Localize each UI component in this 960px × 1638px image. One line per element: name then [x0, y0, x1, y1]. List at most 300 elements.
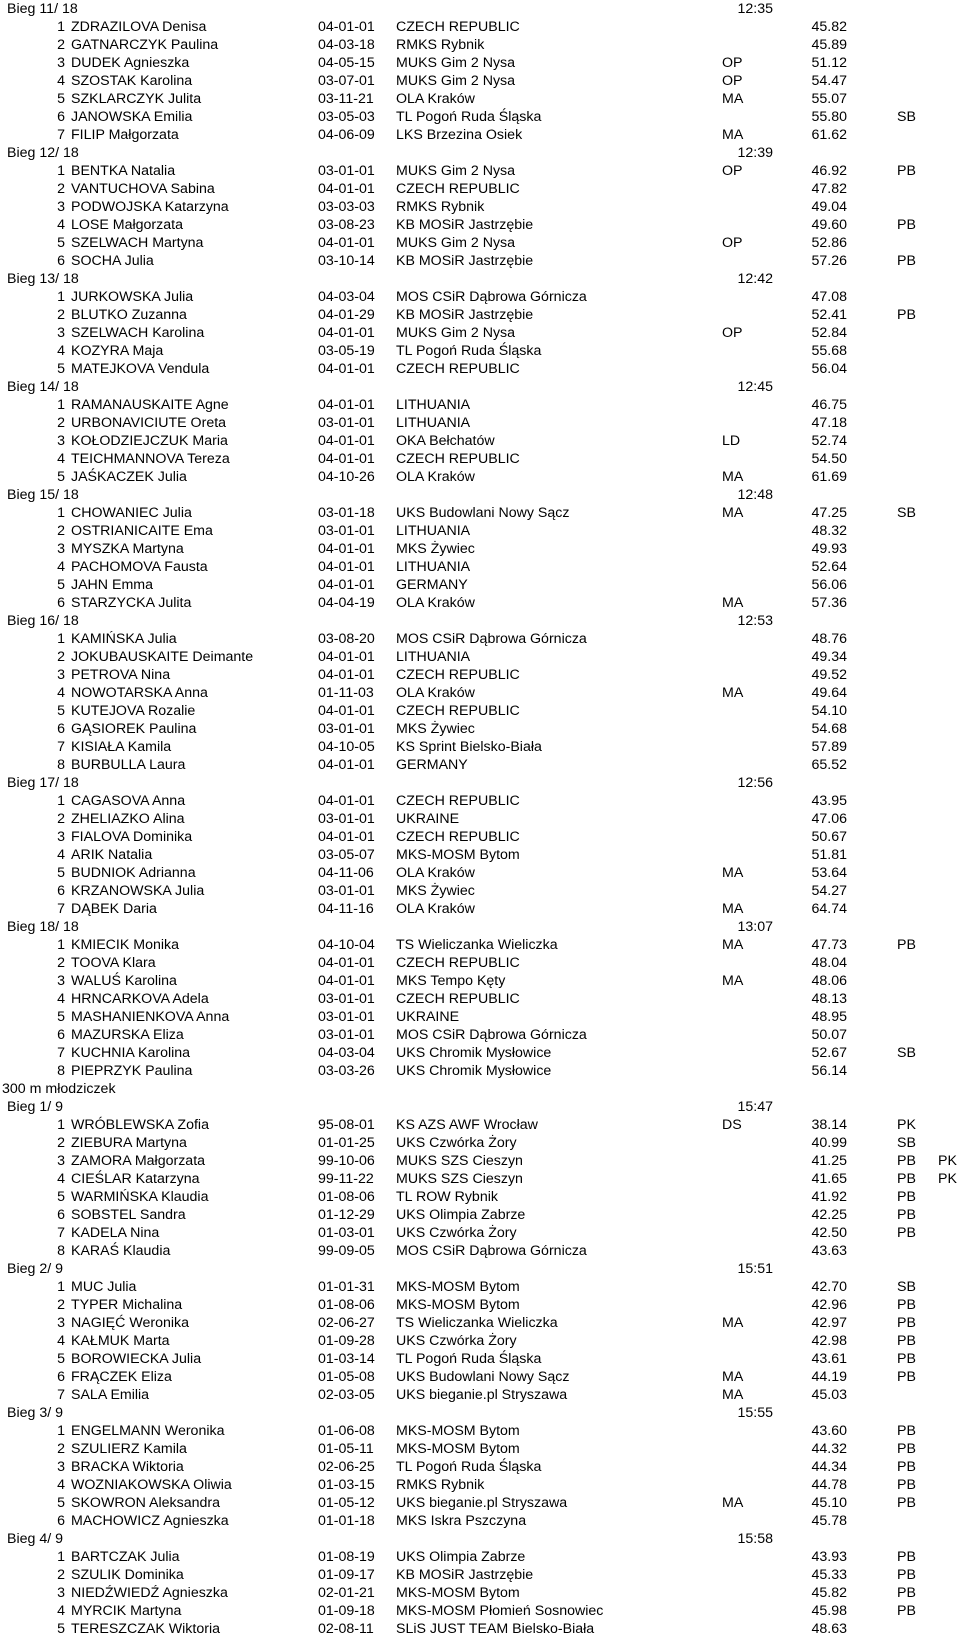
club-name: OLA Kraków	[396, 865, 475, 881]
birth-date: 03-11-21	[318, 91, 374, 107]
athlete-name: SZOSTAK Karolina	[71, 73, 193, 89]
place-number: 4	[57, 1171, 65, 1187]
birth-date: 03-07-01	[318, 73, 375, 89]
club-name: SLiS JUST TEAM Bielsko-Biała	[396, 1621, 595, 1637]
record-flag: PB	[897, 1351, 916, 1367]
place-number: 5	[57, 235, 65, 251]
result-time: 45.82	[811, 19, 847, 35]
club-name: UKS bieganie.pl Stryszawa	[396, 1387, 568, 1403]
club-name: UKS Czwórka Żory	[396, 1333, 517, 1349]
place-number: 3	[57, 1459, 65, 1475]
place-number: 4	[57, 73, 65, 89]
result-time: 47.08	[811, 289, 847, 305]
birth-date: 03-01-01	[318, 991, 375, 1007]
place-number: 3	[57, 1585, 65, 1601]
result-time: 41.65	[811, 1171, 847, 1187]
athlete-name: ZHELIAZKO Alina	[71, 811, 185, 827]
result-time: 48.76	[811, 631, 847, 647]
result-row	[0, 1620, 960, 1638]
result-row	[0, 288, 960, 306]
club-name: OLA Kraków	[396, 91, 475, 107]
birth-date: 04-10-04	[318, 937, 375, 953]
club-name: CZECH REPUBLIC	[396, 793, 520, 809]
athlete-name: KADELA Nina	[71, 1225, 160, 1241]
class-code: OP	[722, 163, 743, 179]
result-row	[0, 1512, 960, 1530]
result-row	[0, 1062, 960, 1080]
result-row	[0, 558, 960, 576]
birth-date: 04-01-01	[318, 433, 375, 449]
heat-label: Bieg 11/ 18	[7, 1, 78, 17]
result-time: 51.81	[811, 847, 847, 863]
result-time: 45.89	[811, 37, 847, 53]
birth-date: 04-01-01	[318, 325, 375, 341]
athlete-name: ZAMORA Małgorzata	[71, 1153, 206, 1169]
birth-date: 04-01-29	[318, 307, 375, 323]
athlete-name: STARZYCKA Julita	[71, 595, 192, 611]
club-name: MUKS SZS Cieszyn	[396, 1153, 523, 1169]
result-time: 65.52	[811, 757, 847, 773]
result-time: 38.14	[811, 1117, 847, 1133]
result-row	[0, 1116, 960, 1134]
result-row	[0, 1170, 960, 1188]
result-row	[0, 1206, 960, 1224]
result-time: 57.26	[811, 253, 847, 269]
club-name: MKS Tempo Kęty	[396, 973, 506, 989]
result-time: 54.10	[811, 703, 847, 719]
class-code: MA	[722, 595, 744, 611]
result-row	[0, 1188, 960, 1206]
record-flag: PB	[897, 307, 916, 323]
club-name: MKS Żywiec	[396, 883, 475, 899]
heat-time: 12:48	[737, 487, 773, 503]
result-time: 51.12	[811, 55, 847, 71]
place-number: 2	[57, 811, 65, 827]
result-row	[0, 342, 960, 360]
result-row	[0, 1386, 960, 1404]
place-number: 5	[57, 1009, 65, 1025]
place-number: 3	[57, 433, 65, 449]
place-number: 2	[57, 37, 65, 53]
result-time: 49.34	[811, 649, 847, 665]
record-flag: PB	[897, 217, 916, 233]
place-number: 5	[57, 1621, 65, 1637]
athlete-name: KISIAŁA Kamila	[71, 739, 172, 755]
club-name: KB MOSiR Jastrzębie	[396, 307, 534, 323]
heat-time: 12:35	[737, 1, 773, 17]
place-number: 6	[57, 721, 65, 737]
birth-date: 03-01-01	[318, 415, 375, 431]
result-row	[0, 360, 960, 378]
heat-label: Bieg 12/ 18	[7, 145, 79, 161]
place-number: 6	[57, 883, 65, 899]
result-row	[0, 36, 960, 54]
result-time: 41.92	[811, 1189, 847, 1205]
place-number: 1	[57, 1549, 65, 1565]
result-time: 53.64	[811, 865, 847, 881]
athlete-name: MATEJKOVA Vendula	[71, 361, 210, 377]
club-name: UKS Olimpia Zabrze	[396, 1207, 526, 1223]
club-name: MKS-MOSM Bytom	[396, 1423, 520, 1439]
result-time: 44.19	[811, 1369, 847, 1385]
record-flag: PK	[897, 1117, 916, 1133]
athlete-name: MUC Julia	[71, 1279, 137, 1295]
athlete-name: HRNCARKOVA Adela	[71, 991, 209, 1007]
place-number: 1	[57, 1279, 65, 1295]
place-number: 8	[57, 1243, 65, 1259]
athlete-name: BLUTKO Zuzanna	[71, 307, 187, 323]
result-row	[0, 972, 960, 990]
record-flag: SB	[897, 1045, 916, 1061]
place-number: 5	[57, 1351, 65, 1367]
result-time: 49.52	[811, 667, 847, 683]
class-code: LD	[722, 433, 741, 449]
record-flag: PB	[897, 1585, 916, 1601]
birth-date: 04-03-04	[318, 1045, 375, 1061]
record-flag: PB	[897, 1297, 916, 1313]
result-row	[0, 1584, 960, 1602]
birth-date: 04-01-01	[318, 649, 375, 665]
club-name: MKS-MOSM Płomień Sosnowiec	[396, 1603, 604, 1619]
result-row	[0, 864, 960, 882]
athlete-name: MASHANIENKOVA Anna	[71, 1009, 230, 1025]
place-number: 5	[57, 703, 65, 719]
result-row	[0, 954, 960, 972]
result-row	[0, 1152, 960, 1170]
place-number: 5	[57, 91, 65, 107]
result-time: 56.06	[811, 577, 847, 593]
result-row	[0, 1566, 960, 1584]
athlete-name: KRZANOWSKA Julia	[71, 883, 205, 899]
place-number: 8	[57, 1063, 65, 1079]
result-row	[0, 1008, 960, 1026]
result-time: 52.67	[811, 1045, 847, 1061]
athlete-name: SALA Emilia	[71, 1387, 150, 1403]
club-name: CZECH REPUBLIC	[396, 181, 520, 197]
record-flag: PB	[897, 1549, 916, 1565]
birth-date: 01-08-06	[318, 1297, 375, 1313]
result-row	[0, 522, 960, 540]
result-row	[0, 450, 960, 468]
club-name: LKS Brzezina Osiek	[396, 127, 523, 143]
place-number: 2	[57, 1297, 65, 1313]
athlete-name: TOOVA Klara	[71, 955, 156, 971]
result-row	[0, 396, 960, 414]
result-row	[0, 90, 960, 108]
place-number: 3	[57, 1315, 65, 1331]
record-flag: SB	[897, 1279, 916, 1295]
result-time: 52.64	[811, 559, 847, 575]
athlete-name: GĄSIOREK Paulina	[71, 721, 197, 737]
birth-date: 01-09-17	[318, 1567, 375, 1583]
record-flag: PB	[897, 1225, 916, 1241]
club-name: MUKS Gim 2 Nysa	[396, 73, 516, 89]
athlete-name: BARTCZAK Julia	[71, 1549, 180, 1565]
result-row	[0, 576, 960, 594]
record-flag: PB	[897, 1567, 916, 1583]
record-flag-secondary: PK	[938, 1153, 957, 1169]
result-time: 42.96	[811, 1297, 847, 1313]
place-number: 2	[57, 523, 65, 539]
result-time: 54.27	[811, 883, 847, 899]
result-row	[0, 54, 960, 72]
athlete-name: CHOWANIEC Julia	[71, 505, 192, 521]
heat-header	[0, 144, 960, 162]
result-row	[0, 216, 960, 234]
birth-date: 01-11-03	[318, 685, 374, 701]
birth-date: 03-05-03	[318, 109, 375, 125]
athlete-name: KOZYRA Maja	[71, 343, 164, 359]
result-row	[0, 72, 960, 90]
place-number: 6	[57, 595, 65, 611]
athlete-name: ARIK Natalia	[71, 847, 153, 863]
athlete-name: ENGELMANN Weronika	[71, 1423, 225, 1439]
result-time: 45.10	[811, 1495, 847, 1511]
result-row	[0, 252, 960, 270]
athlete-name: KUCHNIA Karolina	[71, 1045, 191, 1061]
result-time: 57.89	[811, 739, 847, 755]
result-time: 56.14	[811, 1063, 847, 1079]
record-flag: PB	[897, 937, 916, 953]
heat-time: 12:56	[737, 775, 773, 791]
place-number: 4	[57, 1477, 65, 1493]
athlete-name: URBONAVICIUTE Oreta	[71, 415, 227, 431]
record-flag: PB	[897, 1459, 916, 1475]
result-time: 61.62	[811, 127, 847, 143]
heat-time: 15:47	[737, 1099, 773, 1115]
place-number: 2	[57, 1441, 65, 1457]
club-name: MKS-MOSM Bytom	[396, 847, 520, 863]
result-time: 48.32	[811, 523, 847, 539]
record-flag: PB	[897, 1153, 916, 1169]
result-time: 48.95	[811, 1009, 847, 1025]
result-row	[0, 936, 960, 954]
place-number: 1	[57, 397, 65, 413]
club-name: MUKS Gim 2 Nysa	[396, 55, 516, 71]
result-row	[0, 18, 960, 36]
result-time: 64.74	[811, 901, 847, 917]
result-time: 47.18	[811, 415, 847, 431]
result-time: 49.60	[811, 217, 847, 233]
athlete-name: MYSZKA Martyna	[71, 541, 184, 557]
heat-time: 13:07	[737, 919, 773, 935]
club-name: LITHUANIA	[396, 523, 471, 539]
club-name: LITHUANIA	[396, 649, 471, 665]
birth-date: 04-04-19	[318, 595, 375, 611]
record-flag: PB	[897, 163, 916, 179]
record-flag: PB	[897, 1495, 916, 1511]
club-name: KB MOSiR Jastrzębie	[396, 217, 534, 233]
result-time: 50.67	[811, 829, 847, 845]
athlete-name: PETROVA Nina	[71, 667, 171, 683]
birth-date: 04-01-01	[318, 793, 375, 809]
class-code: MA	[722, 1387, 744, 1403]
result-row	[0, 666, 960, 684]
record-flag: PB	[897, 1189, 916, 1205]
birth-date: 01-01-25	[318, 1135, 375, 1151]
athlete-name: KARAŚ Klaudia	[71, 1243, 171, 1259]
place-number: 2	[57, 649, 65, 665]
club-name: MKS Żywiec	[396, 541, 475, 557]
place-number: 4	[57, 559, 65, 575]
birth-date: 03-01-01	[318, 721, 375, 737]
result-row	[0, 900, 960, 918]
result-row	[0, 1476, 960, 1494]
birth-date: 04-01-01	[318, 181, 375, 197]
birth-date: 04-10-26	[318, 469, 375, 485]
birth-date: 03-01-01	[318, 523, 375, 539]
birth-date: 04-03-04	[318, 289, 375, 305]
heat-label: Bieg 18/ 18	[7, 919, 79, 935]
place-number: 7	[57, 739, 65, 755]
heat-label: Bieg 16/ 18	[7, 613, 79, 629]
result-time: 43.95	[811, 793, 847, 809]
club-name: UKS Budowlani Nowy Sącz	[396, 505, 570, 521]
result-time: 55.68	[811, 343, 847, 359]
result-time: 56.04	[811, 361, 847, 377]
club-name: CZECH REPUBLIC	[396, 829, 520, 845]
club-name: MUKS Gim 2 Nysa	[396, 235, 516, 251]
birth-date: 04-11-06	[318, 865, 374, 881]
athlete-name: KAMIŃSKA Julia	[71, 631, 177, 647]
club-name: UKRAINE	[396, 1009, 460, 1025]
athlete-name: SZKLARCZYK Julita	[71, 91, 202, 107]
result-row	[0, 882, 960, 900]
class-code: MA	[722, 127, 744, 143]
place-number: 5	[57, 361, 65, 377]
place-number: 7	[57, 1225, 65, 1241]
result-time: 43.63	[811, 1243, 847, 1259]
result-time: 41.25	[811, 1153, 847, 1169]
record-flag: PB	[897, 1315, 916, 1331]
club-name: UKS Chromik Mysłowice	[396, 1045, 552, 1061]
birth-date: 02-03-05	[318, 1387, 375, 1403]
place-number: 1	[57, 163, 65, 179]
birth-date: 01-06-08	[318, 1423, 375, 1439]
result-time: 45.98	[811, 1603, 847, 1619]
place-number: 6	[57, 109, 65, 125]
result-time: 43.60	[811, 1423, 847, 1439]
birth-date: 04-11-16	[318, 901, 374, 917]
place-number: 2	[57, 181, 65, 197]
birth-date: 02-06-25	[318, 1459, 375, 1475]
result-time: 44.34	[811, 1459, 847, 1475]
result-time: 47.73	[811, 937, 847, 953]
record-flag: PB	[897, 1171, 916, 1187]
result-time: 47.82	[811, 181, 847, 197]
athlete-name: SKOWRON Aleksandra	[71, 1495, 221, 1511]
club-name: TL ROW Rybnik	[396, 1189, 498, 1205]
place-number: 4	[57, 685, 65, 701]
athlete-name: BUDNIOK Adrianna	[71, 865, 196, 881]
birth-date: 04-01-01	[318, 451, 375, 467]
athlete-name: PACHOMOVA Fausta	[71, 559, 208, 575]
athlete-name: BURBULLA Laura	[71, 757, 186, 773]
athlete-name: TYPER Michalina	[71, 1297, 183, 1313]
heat-header	[0, 378, 960, 396]
place-number: 5	[57, 865, 65, 881]
club-name: RMKS Rybnik	[396, 1477, 485, 1493]
athlete-name: JANOWSKA Emilia	[71, 109, 193, 125]
athlete-name: KUTEJOVA Rozalie	[71, 703, 196, 719]
club-name: TL Pogoń Ruda Śląska	[396, 1351, 542, 1367]
heat-header	[0, 612, 960, 630]
result-time: 54.50	[811, 451, 847, 467]
result-time: 44.78	[811, 1477, 847, 1493]
club-name: GERMANY	[396, 757, 468, 773]
club-name: TL Pogoń Ruda Śląska	[396, 1459, 542, 1475]
result-row	[0, 108, 960, 126]
heat-label: Bieg 2/ 9	[7, 1261, 64, 1277]
heat-label: Bieg 1/ 9	[7, 1099, 64, 1115]
club-name: TL Pogoń Ruda Śląska	[396, 109, 542, 125]
birth-date: 03-01-01	[318, 1009, 375, 1025]
result-time: 48.04	[811, 955, 847, 971]
club-name: RMKS Rybnik	[396, 199, 485, 215]
athlete-name: ZDRAZILOVA Denisa	[71, 19, 207, 35]
result-row	[0, 846, 960, 864]
place-number: 3	[57, 829, 65, 845]
place-number: 3	[57, 199, 65, 215]
result-time: 54.47	[811, 73, 847, 89]
record-flag: PB	[897, 253, 916, 269]
birth-date: 01-03-14	[318, 1351, 375, 1367]
athlete-name: MACHOWICZ Agnieszka	[71, 1513, 229, 1529]
birth-date: 01-08-06	[318, 1189, 375, 1205]
athlete-name: DUDEK Agnieszka	[71, 55, 190, 71]
place-number: 2	[57, 307, 65, 323]
club-name: OLA Kraków	[396, 685, 475, 701]
result-time: 48.13	[811, 991, 847, 1007]
heat-header	[0, 486, 960, 504]
birth-date: 04-01-01	[318, 397, 375, 413]
club-name: CZECH REPUBLIC	[396, 361, 520, 377]
record-flag: PB	[897, 1369, 916, 1385]
place-number: 2	[57, 955, 65, 971]
place-number: 1	[57, 289, 65, 305]
athlete-name: RAMANAUSKAITE Agne	[71, 397, 229, 413]
athlete-name: CIEŚLAR Katarzyna	[71, 1171, 200, 1187]
birth-date: 99-10-06	[318, 1153, 375, 1169]
result-row	[0, 1602, 960, 1620]
birth-date: 03-08-23	[318, 217, 375, 233]
result-time: 43.61	[811, 1351, 847, 1367]
result-time: 61.69	[811, 469, 847, 485]
place-number: 1	[57, 793, 65, 809]
club-name: CZECH REPUBLIC	[396, 703, 520, 719]
heat-time: 15:55	[737, 1405, 773, 1421]
heat-label: Bieg 3/ 9	[7, 1405, 64, 1421]
place-number: 6	[57, 1513, 65, 1529]
place-number: 1	[57, 505, 65, 521]
club-name: MUKS Gim 2 Nysa	[396, 325, 516, 341]
place-number: 3	[57, 541, 65, 557]
result-time: 47.06	[811, 811, 847, 827]
result-row	[0, 234, 960, 252]
heat-label: Bieg 14/ 18	[7, 379, 79, 395]
result-row	[0, 198, 960, 216]
result-row	[0, 1296, 960, 1314]
record-flag: SB	[897, 1135, 916, 1151]
birth-date: 01-05-08	[318, 1369, 375, 1385]
class-code: OP	[722, 325, 743, 341]
result-row	[0, 720, 960, 738]
athlete-name: VANTUCHOVA Sabina	[71, 181, 215, 197]
birth-date: 03-05-19	[318, 343, 375, 359]
place-number: 6	[57, 1369, 65, 1385]
place-number: 4	[57, 451, 65, 467]
birth-date: 03-01-01	[318, 1027, 375, 1043]
